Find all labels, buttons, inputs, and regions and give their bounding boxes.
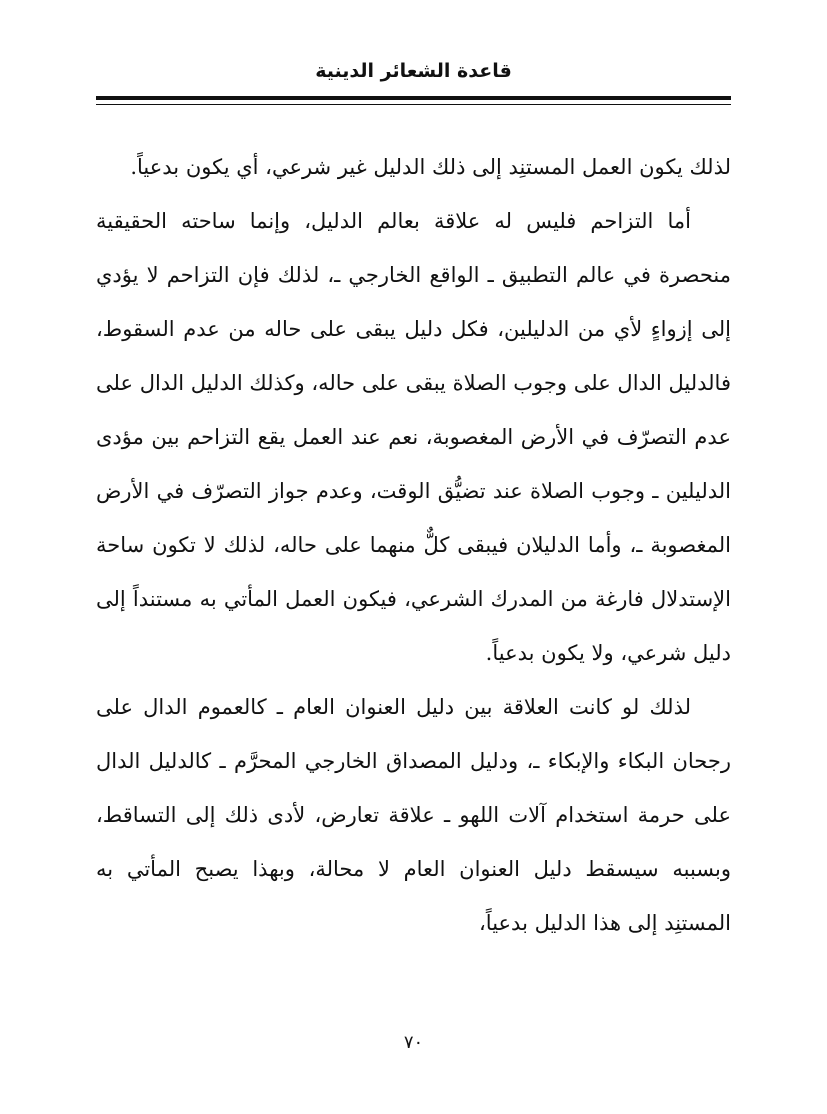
header-rule-thin: [96, 104, 731, 105]
paragraph-1: لذلك يكون العمل المستنِد إلى ذلك الدليل غير شرعي، أي يكون بدعياً.: [130, 155, 731, 179]
header-title: قاعدة الشعائر الدينية: [315, 60, 512, 82]
header-rule-thick: [96, 96, 731, 100]
running-header: [96, 56, 731, 86]
page-number: ٧٠: [403, 1032, 424, 1053]
paragraph-2: أما التزاحم فليس له علاقة بعالم الدليل، وإنما ساحته الحقيقية منحصرة في عالم التطبيق ـ الواقع الخارجي ـ، لذلك فإن التزاحم لا يؤدي إلى إزواءٍ لأي من الدليلين، فكل دليل يبقى على حاله من عدم السقوط، فالدليل الدال على وجوب الصلاة يبقى على حاله، وكذلك الدليل الدال على عدم التصرّف في الأرض المغصوبة، نعم عند العمل يقع التزاحم بين مؤدى الدليلين ـ وجوب الصلاة عند تضيُّق الوقت، وعدم جواز التصرّف في الأرض المغصوبة ـ، وأما الدليلان فيبقى كلٌّ منهما على حاله، لذلك لا تكون ساحة الإستدلال فارغة من المدرك الشرعي، فيكون العمل المأتي به مستنداً إلى دليل شرعي، ولا يكون بدعياً.: [96, 209, 731, 665]
paragraph-3: لذلك لو كانت العلاقة بين دليل العنوان العام ـ كالعموم الدال على رجحان البكاء والإبكاء ـ، ودليل المصداق الخارجي المحرَّم ـ كالدليل الدال على حرمة استخدام آلات اللهو ـ علاقة تعارض، لأدى ذلك إلى التساقط، وبسببه سيسقط دليل العنوان العام لا محالة، وبهذا يصبح المأتي به المستنِد إلى هذا الدليل بدعياً،: [96, 695, 731, 935]
body-text: [96, 140, 731, 950]
